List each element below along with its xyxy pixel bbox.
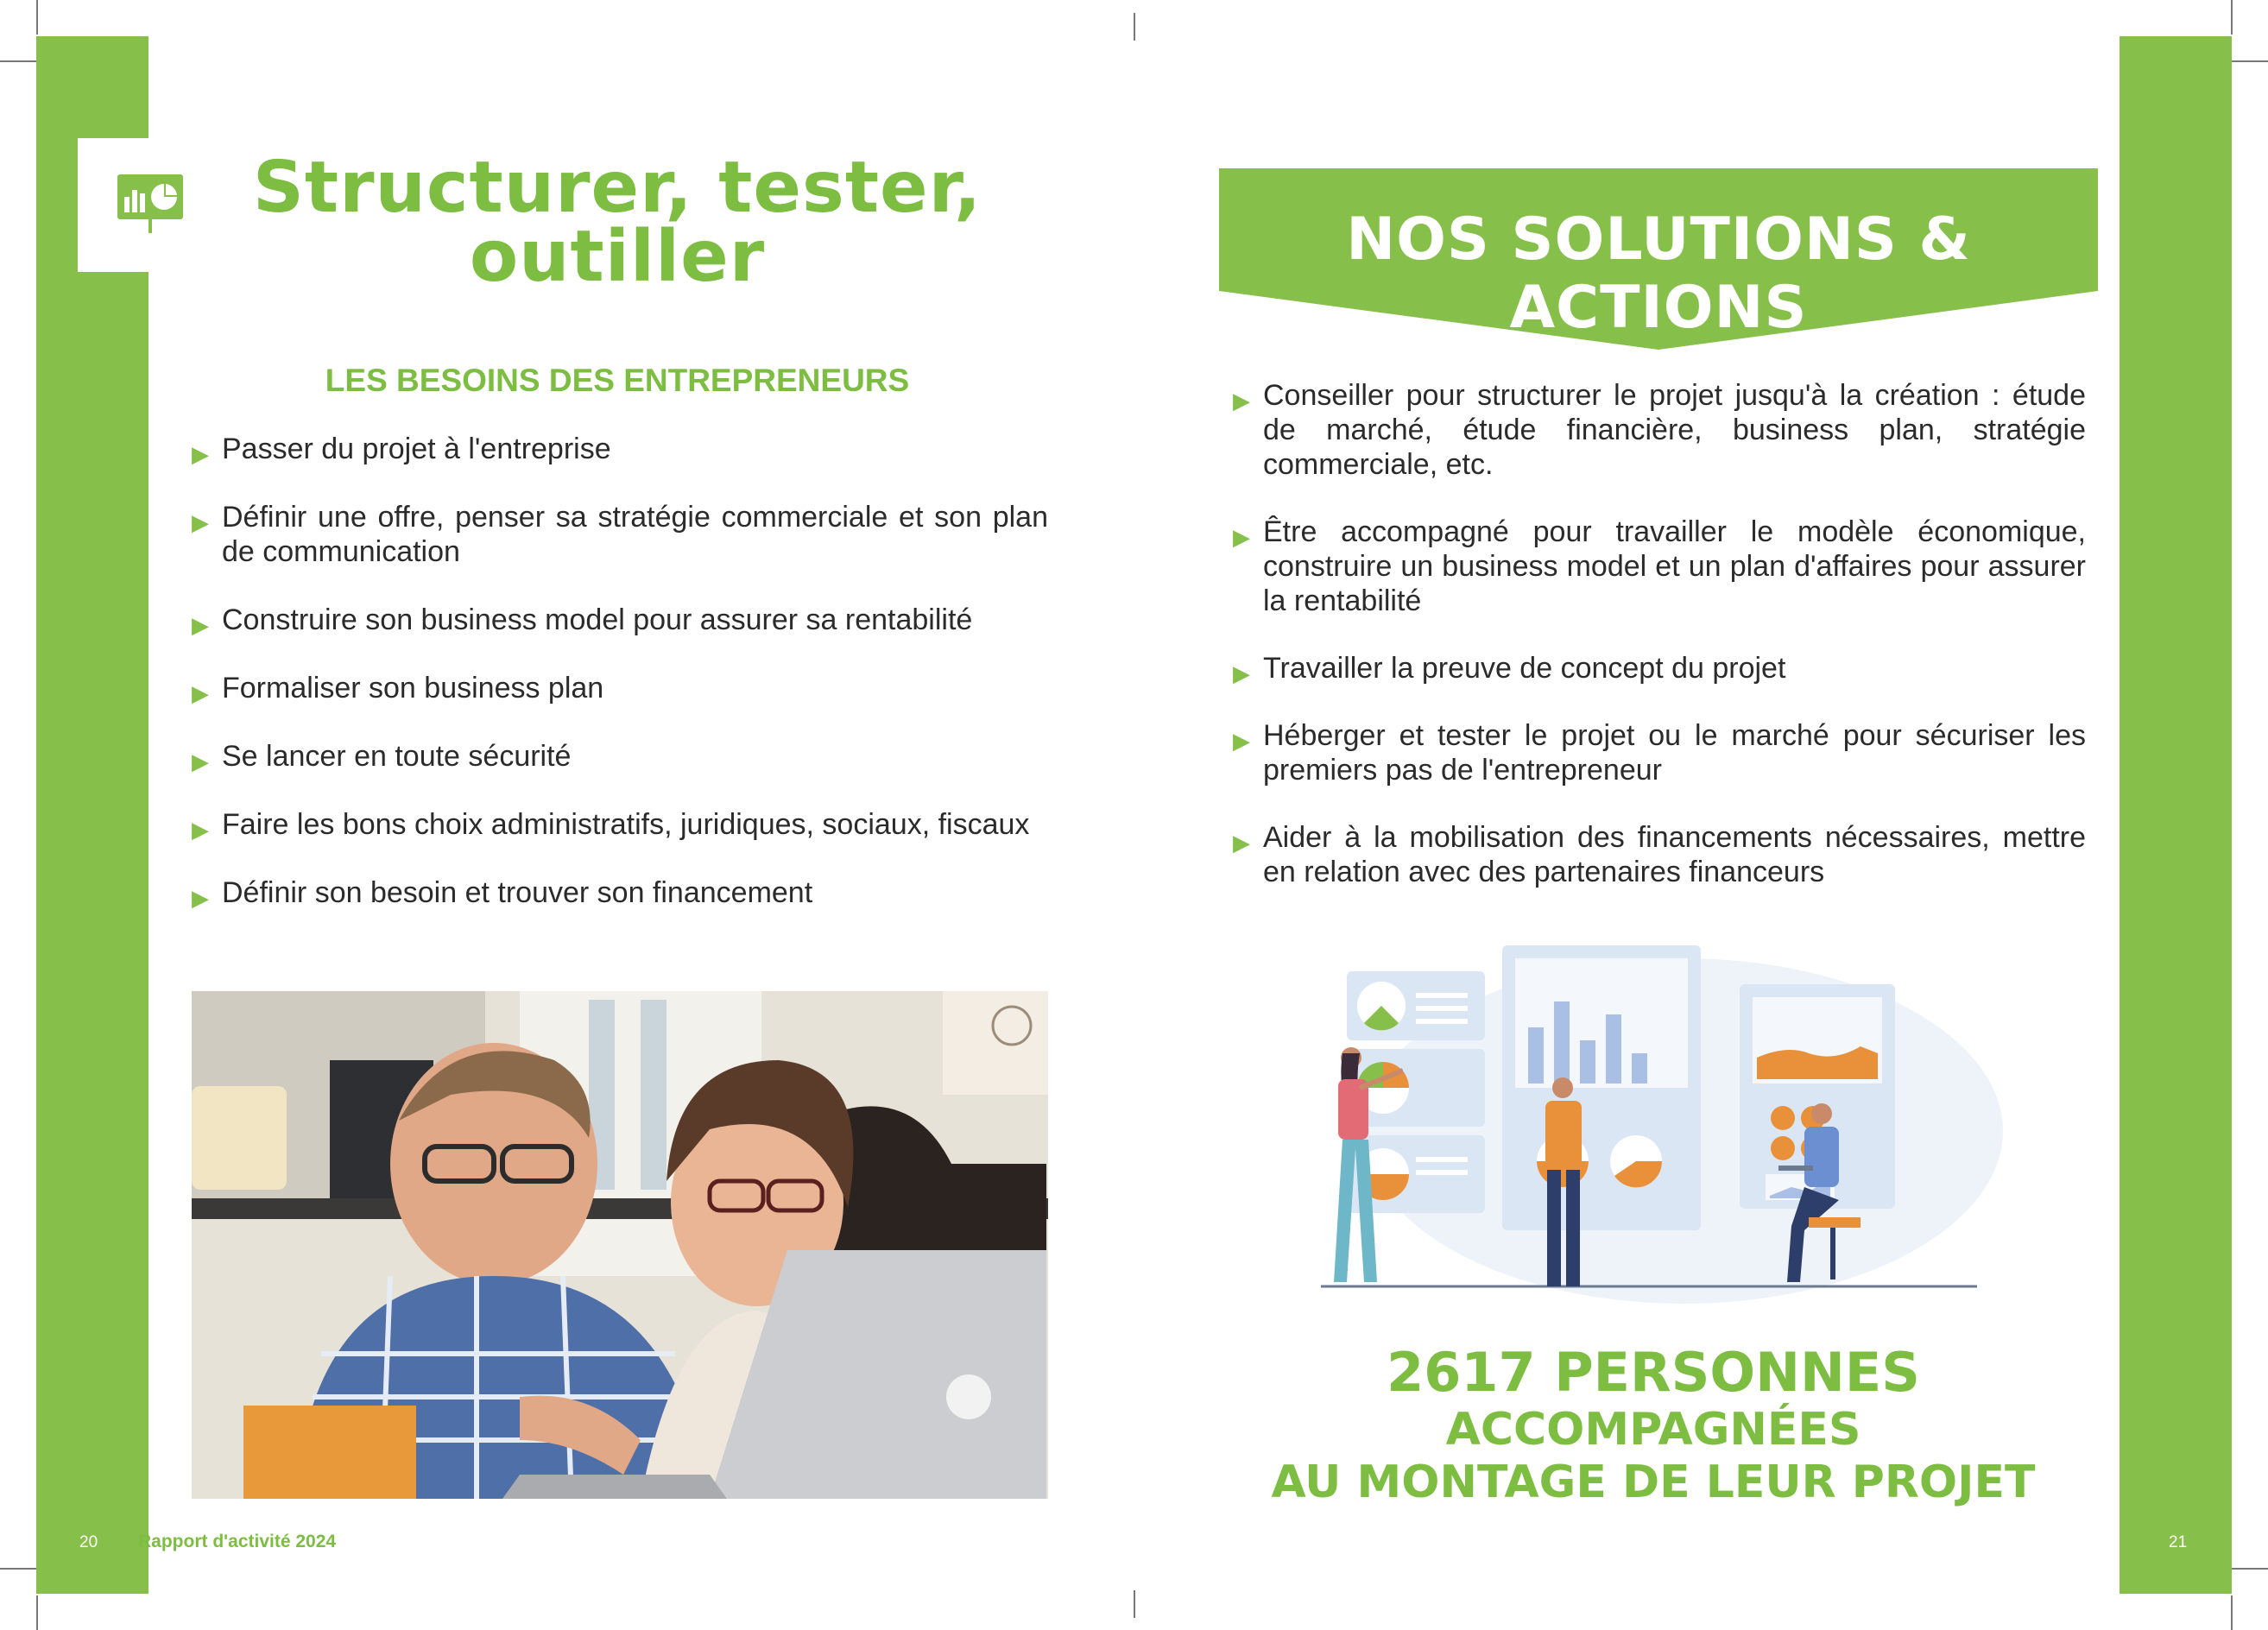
- list-item: [1233, 820, 2086, 889]
- list-item-text: Travailler la preuve de concept du projet: [1263, 652, 1786, 685]
- title-line-1: Structurer, tester,: [252, 147, 982, 229]
- list-item: [192, 500, 1048, 569]
- triangle-bullet-icon: ▶: [1233, 524, 1250, 550]
- triangle-bullet-icon: ▶: [1233, 388, 1250, 414]
- two-people-at-laptop-photo: [192, 991, 1048, 1499]
- list-item-text: Formaliser son business plan: [222, 672, 604, 704]
- right-green-bar: [2120, 36, 2232, 1594]
- triangle-bullet-icon: ▶: [192, 680, 209, 706]
- list-item: [192, 432, 1048, 466]
- title-line-2: outiller: [469, 216, 766, 298]
- list-item-text: Construire son business model pour assurer sa rentabilité: [222, 603, 973, 636]
- list-item: [1233, 651, 2086, 685]
- crop-mark: [2231, 0, 2233, 35]
- list-item-text: Se lancer en toute sécurité: [222, 740, 572, 773]
- list-item-text: Faire les bons choix administratifs, juridiques, sociaux, fiscaux: [222, 808, 1030, 841]
- report-title: Rapport d'activité 2024: [138, 1532, 337, 1551]
- stat-line-3: AU MONTAGE DE LEUR PROJET: [1271, 1456, 2036, 1508]
- photo-illustration: [192, 991, 1048, 1499]
- stat-line-2: ACCOMPAGNÉES: [1445, 1404, 1861, 1456]
- list-item-text: Être accompagné pour travailler le modèle économique, construire un business model et un plan d'affaires pour assurer la rentabilité: [1263, 515, 2086, 617]
- list-item-text: Aider à la mobilisation des financements nécessaires, mettre en relation avec des partenaires financeurs: [1263, 821, 2086, 888]
- triangle-bullet-icon: ▶: [192, 441, 209, 467]
- crop-mark: [36, 0, 38, 35]
- list-item-text: Héberger et tester le projet ou le marché pour sécuriser les premiers pas de l'entrepreneur: [1263, 719, 2086, 787]
- list-item: [192, 603, 1048, 637]
- list-item: [1233, 515, 2086, 618]
- crop-mark: [36, 1595, 38, 1630]
- triangle-bullet-icon: ▶: [1233, 660, 1250, 686]
- crop-mark: [1134, 13, 1135, 41]
- presentation-chart-icon: [114, 171, 186, 240]
- stat-block: [1226, 1343, 2081, 1508]
- crop-mark: [1134, 1590, 1135, 1618]
- business-dashboard-illustration: [1321, 941, 2012, 1312]
- crop-mark: [2231, 1595, 2233, 1630]
- actions-list: [1233, 378, 2086, 889]
- triangle-bullet-icon: ▶: [192, 749, 209, 774]
- needs-list: [192, 432, 1048, 910]
- triangle-bullet-icon: ▶: [192, 509, 209, 535]
- triangle-bullet-icon: ▶: [192, 817, 209, 843]
- triangle-bullet-icon: ▶: [1233, 830, 1250, 856]
- needs-heading: LES BESOINS DES ENTREPRENEURS: [325, 363, 910, 398]
- list-item-text: Passer du projet à l'entreprise: [222, 433, 611, 465]
- list-item-text: Définir une offre, penser sa stratégie commerciale et son plan de communication: [222, 501, 1048, 568]
- list-item: [192, 739, 1048, 774]
- list-item-text: Définir son besoin et trouver son financement: [222, 876, 813, 909]
- list-item: [1233, 718, 2086, 787]
- triangle-bullet-icon: ▶: [1233, 728, 1250, 754]
- stat-number: 2617 PERSONNES: [1387, 1341, 1920, 1404]
- page-number-right: 21: [2169, 1533, 2188, 1551]
- page-title: [216, 147, 1019, 298]
- list-item: [1233, 378, 2086, 482]
- triangle-bullet-icon: ▶: [192, 885, 209, 911]
- page-number-left: 20: [79, 1533, 98, 1551]
- list-item: [192, 671, 1048, 705]
- triangle-bullet-icon: ▶: [192, 612, 209, 638]
- list-item-text: Conseiller pour structurer le projet jusqu'à la création : étude de marché, étude financière, business plan, stratégie commerciale, etc.: [1263, 379, 2086, 481]
- list-item: [192, 875, 1048, 910]
- list-item: [192, 807, 1048, 842]
- banner-title: NOS SOLUTIONS & ACTIONS: [1346, 205, 1971, 342]
